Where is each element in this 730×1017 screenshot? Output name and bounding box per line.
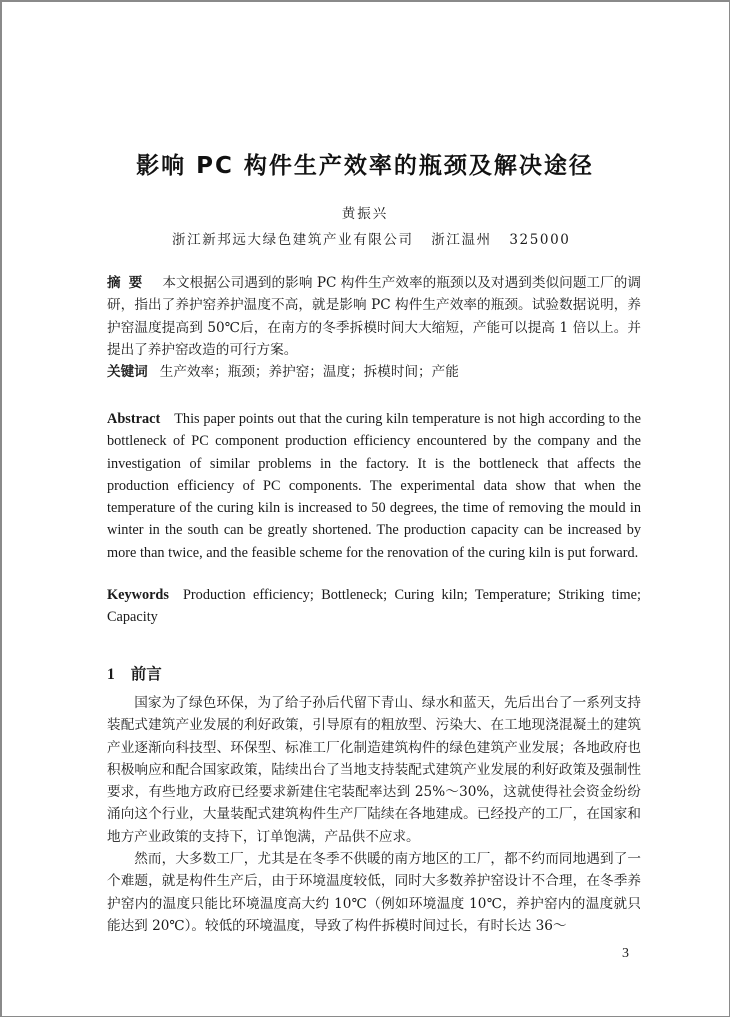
keywords-english-text: Production efficiency; Bottleneck; Curing kiln; Temperature; Striking time; Capacity bbox=[107, 587, 641, 626]
section-number: 1 bbox=[107, 666, 115, 683]
abstract-chinese bbox=[107, 272, 641, 361]
abstract-chinese-label: 摘要 bbox=[107, 275, 151, 291]
body-paragraph: 国家为了绿色环保，为了给子孙后代留下青山、绿水和蓝天，先后出台了一系列支持装配式建筑产业发展的利好政策，引导原有的粗放型、污染大、在工地现浇混凝土的建筑产业逐渐向科技型、环保型、标准工厂化制造建筑构件的绿色建筑产业发展；各地政府也积极响应和配合国家政策，陆续出台了当地支持装配式建筑产业发展的利好政策及强制性要求，有些地方政府已经要求新建住宅装配率达到 25%～30%，这就使得社会资金纷纷涌向这个行业，大量装配式建筑构件生产厂陆续在各地建成。已经投产的工厂，在国家和地方产业政策的支持下，订单饱满，产品供不应求。 bbox=[107, 695, 641, 845]
keywords-english-label: Keywords bbox=[107, 587, 169, 603]
section-heading bbox=[107, 662, 162, 684]
body-paragraph: 然而，大多数工厂，尤其是在冬季不供暖的南方地区的工厂，都不约而同地遇到了一个难题，就是构件生产后，由于环境温度较低，同时大多数养护窑设计不合理，在冬季养护窑内的温度只能比环境温度高大约 10℃（例如环境温度 10℃，养护窑内的温度就只能达到 20℃）。较低的环境温度，导致了构件拆模时间过长，有时长达 36～ bbox=[107, 851, 641, 934]
abstract-english-text: This paper points out that the curing kiln temperature is not high according to the bottleneck of PC component production efficiency encountered by the company and the investigation of similar problems in the factory. It is the bottleneck that affects the production efficiency of PC components. The experimental data show that when the temperature of the curing kiln is increased to 50 degrees, the time of removing the mould in winter in the south can be greatly shortened. The production capacity can be increased by more than twice, and the feasible scheme for the renovation of the curing kiln is put forward. bbox=[107, 411, 641, 561]
paper-title: 影响 PC 构件生产效率的瓶颈及解决途径 bbox=[136, 153, 594, 179]
section-title: 前言 bbox=[130, 665, 162, 683]
section-body bbox=[107, 692, 641, 937]
keywords-english bbox=[107, 584, 641, 629]
author-name: 黄振兴 bbox=[341, 206, 389, 222]
abstract-english bbox=[107, 408, 641, 564]
keywords-chinese-label: 关键词 bbox=[107, 364, 148, 380]
keywords-chinese bbox=[107, 361, 641, 383]
author-affiliation: 浙江新邦远大绿色建筑产业有限公司 浙江温州 325000 bbox=[172, 232, 571, 248]
abstract-chinese-text: 本文根据公司遇到的影响 PC 构件生产效率的瓶颈以及对遇到类似问题工厂的调研，指出了养护窑养护温度不高，就是影响 PC 构件生产效率的瓶颈。试验数据说明，养护窑温度提高到 50℃后，在南方的冬季拆模时间大大缩短，产能可以提高 1 倍以上。并提出了养护窑改造的可行方案。 bbox=[107, 275, 642, 358]
keywords-chinese-text: 生产效率；瓶颈；养护窑；温度；拆模时间；产能 bbox=[159, 364, 459, 380]
page-number: 3 bbox=[622, 946, 629, 961]
abstract-english-label: Abstract bbox=[107, 411, 161, 427]
